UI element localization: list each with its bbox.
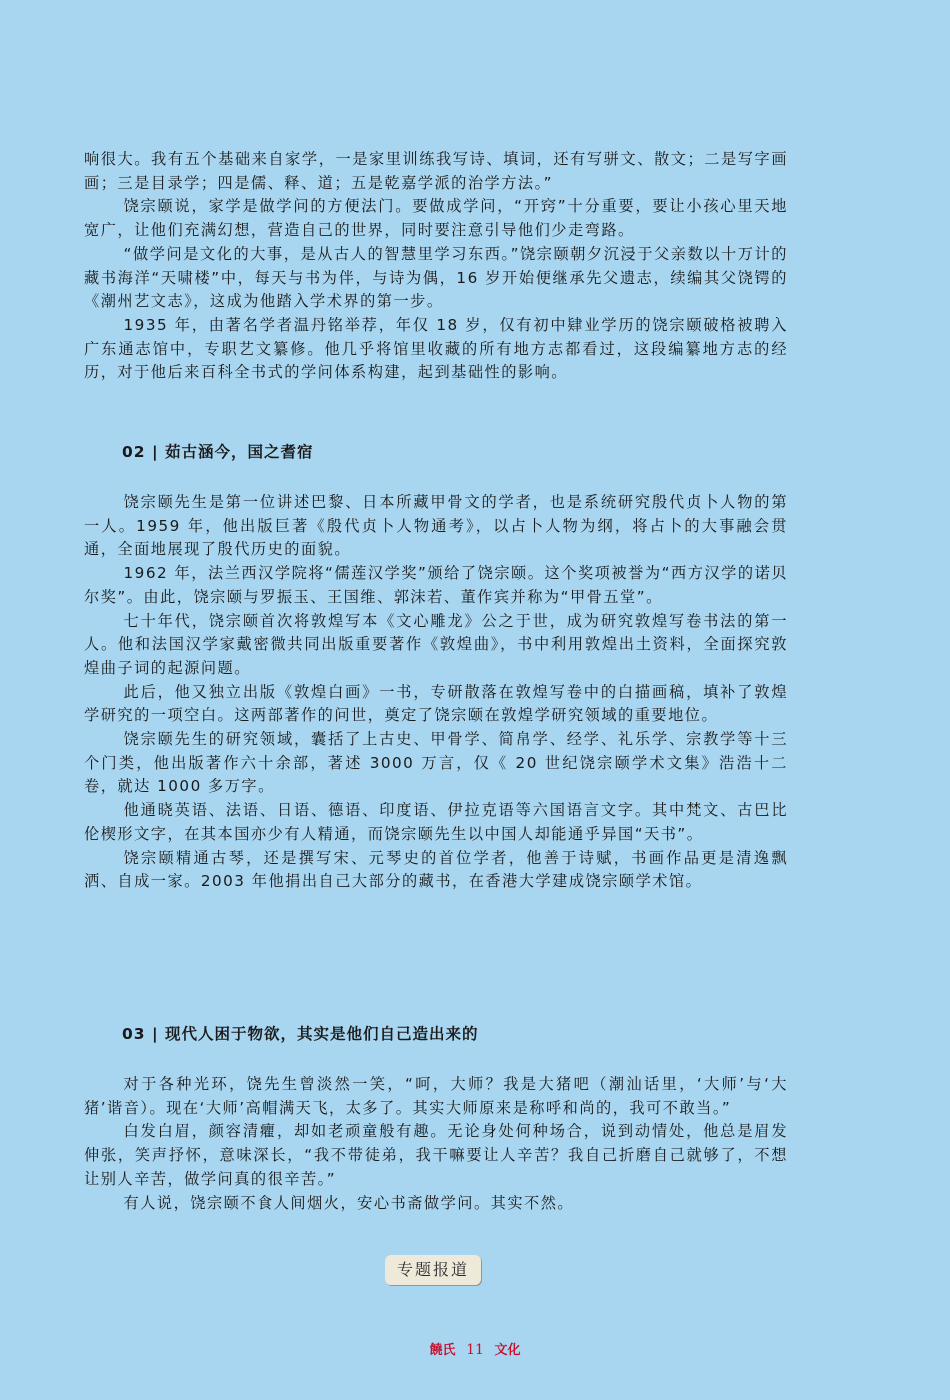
section-2-heading: 02 | 茹古涵今，国之耆宿 — [122, 443, 314, 461]
paragraph: “做学问是文化的大事，是从古人的智慧里学习东西。”饶宗颐朝夕沉浸于父亲数以十万计的藏书海洋“天啸楼”中，每天与书为伴，与诗为偶，16 岁开始便继承先父遗志，续编其父饶锷的《潮州艺文志》，这成为他踏入学术界的第一步。 — [84, 244, 788, 311]
paragraph: 响很大。我有五个基础来自家学，一是家里训练我写诗、填词，还有写骈文、散文；二是写字画画；三是目录学；四是儒、释、道；五是乾嘉学派的治学方法。” — [84, 150, 788, 192]
section-3 — [84, 1073, 788, 1215]
paragraph: 有人说，饶宗颐不食人间烟火，安心书斋做学问。其实不然。 — [123, 1193, 575, 1212]
paragraph: 1935 年，由著名学者温丹铭举荐，年仅 18 岁，仅有初中肄业学历的饶宗颐破格被聘入广东通志馆中，专职艺文纂修。他几乎将馆里收藏的所有地方志都看过，这段编纂地方志的经历，对于他后来百科全书式的学问体系构建，起到基础性的影响。 — [84, 315, 788, 382]
footer-section: 文化 — [494, 1343, 521, 1358]
paragraph: 七十年代，饶宗颐首次将敦煌写本《文心雕龙》公之于世，成为研究敦煌写卷书法的第一人。他和法国汉学家戴密微共同出版重要著作《敦煌曲》，书中利用敦煌出土资料，全面探究敦煌曲子词的起源问题。 — [84, 611, 788, 677]
page-footer — [0, 1339, 950, 1358]
paragraph: 1962 年，法兰西汉学院将“儒莲汉学奖”颁给了饶宗颐。这个奖项被誉为“西方汉学的诺贝尔奖”。由此，饶宗颐与罗振玉、王国维、郭沫若、董作宾并称为“甲骨五堂”。 — [84, 564, 788, 606]
paragraph: 对于各种光环，饶先生曾淡然一笑，“呵，大师？我是大猪吧（潮汕话里，‘大师’与‘大猪’谐音）。现在‘大师’高帽满天飞，太多了。其实大师原来是称呼和尚的，我可不敢当。” — [84, 1075, 788, 1117]
paragraph: 饶宗颐先生是第一位讲述巴黎、日本所藏甲骨文的学者，也是系统研究殷代贞卜人物的第一人。1959 年，他出版巨著《殷代贞卜人物通考》，以占卜人物为纲，将占卜的大事融会贯通，全面地展现了殷代历史的面貌。 — [84, 493, 788, 559]
section-1 — [84, 148, 788, 385]
topic-tag: 专题报道 — [385, 1255, 481, 1285]
section-2 — [84, 491, 788, 894]
footer-brand: 饒氏 — [429, 1343, 456, 1358]
paragraph: 饶宗颐精通古琴，还是撰写宋、元琴史的首位学者，他善于诗赋，书画作品更是清逸飘洒、自成一家。2003 年他捐出自己大部分的藏书，在香港大学建成饶宗颐学术馆。 — [84, 848, 788, 891]
paragraph: 饶宗颐说，家学是做学问的方便法门。要做成学问，“开窍”十分重要，要让小孩心里天地宽广，让他们充满幻想，营造自己的世界，同时要注意引导他们少走弯路。 — [84, 197, 788, 240]
paragraph: 白发白眉，颜容清癯，却如老顽童般有趣。无论身处何种场合，说到动情处，他总是眉发伸张，笑声抒怀，意味深长，“我不带徒弟，我干嘛要让人辛苦？我自己折磨自己就够了，不想让别人辛苦，做学问真的很辛苦。” — [84, 1122, 788, 1188]
page-number: 11 — [466, 1342, 484, 1358]
paragraph: 他通晓英语、法语、日语、德语、印度语、伊拉克语等六国语言文字。其中梵文、古巴比伦楔形文字，在其本国亦少有人精通，而饶宗颐先生以中国人却能通乎异国“天书”。 — [84, 801, 788, 843]
paragraph: 饶宗颐先生的研究领域，囊括了上古史、甲骨学、简帛学、经学、礼乐学、宗教学等十三个门类，他出版著作六十余部，著述 3000 万言，仅《 20 世纪饶宗颐学术文集》浩浩十二卷，就达 1000 多万字。 — [84, 730, 788, 796]
section-3-heading: 03 | 现代人困于物欲，其实是他们自己造出来的 — [122, 1025, 479, 1043]
paragraph: 此后，他又独立出版《敦煌白画》一书，专研散落在敦煌写卷中的白描画稿，填补了敦煌学研究的一项空白。这两部著作的问世，奠定了饶宗颐在敦煌学研究领域的重要地位。 — [84, 682, 788, 725]
